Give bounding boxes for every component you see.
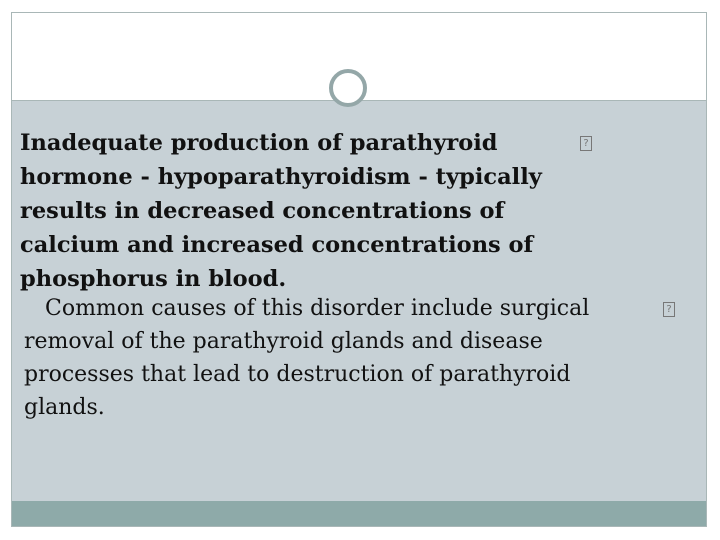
circle-ornament-icon	[329, 69, 367, 107]
paragraph-hypoparathyroidism: Inadequate production of parathyroid hormone - hypoparathyroidism - typically results in decreased concentrations of calcium and increased concentrations of phosphorus in blood.	[20, 130, 542, 292]
missing-glyph-bullet-icon: ?	[663, 302, 675, 317]
missing-glyph-bullet-icon: ?	[580, 136, 592, 151]
footer-bar	[12, 501, 706, 526]
paragraph-common-causes: Common causes of this disorder include surgical removal of the parathyroid glands and disease processes that lead to destruction of parathyroid glands.	[24, 296, 590, 420]
